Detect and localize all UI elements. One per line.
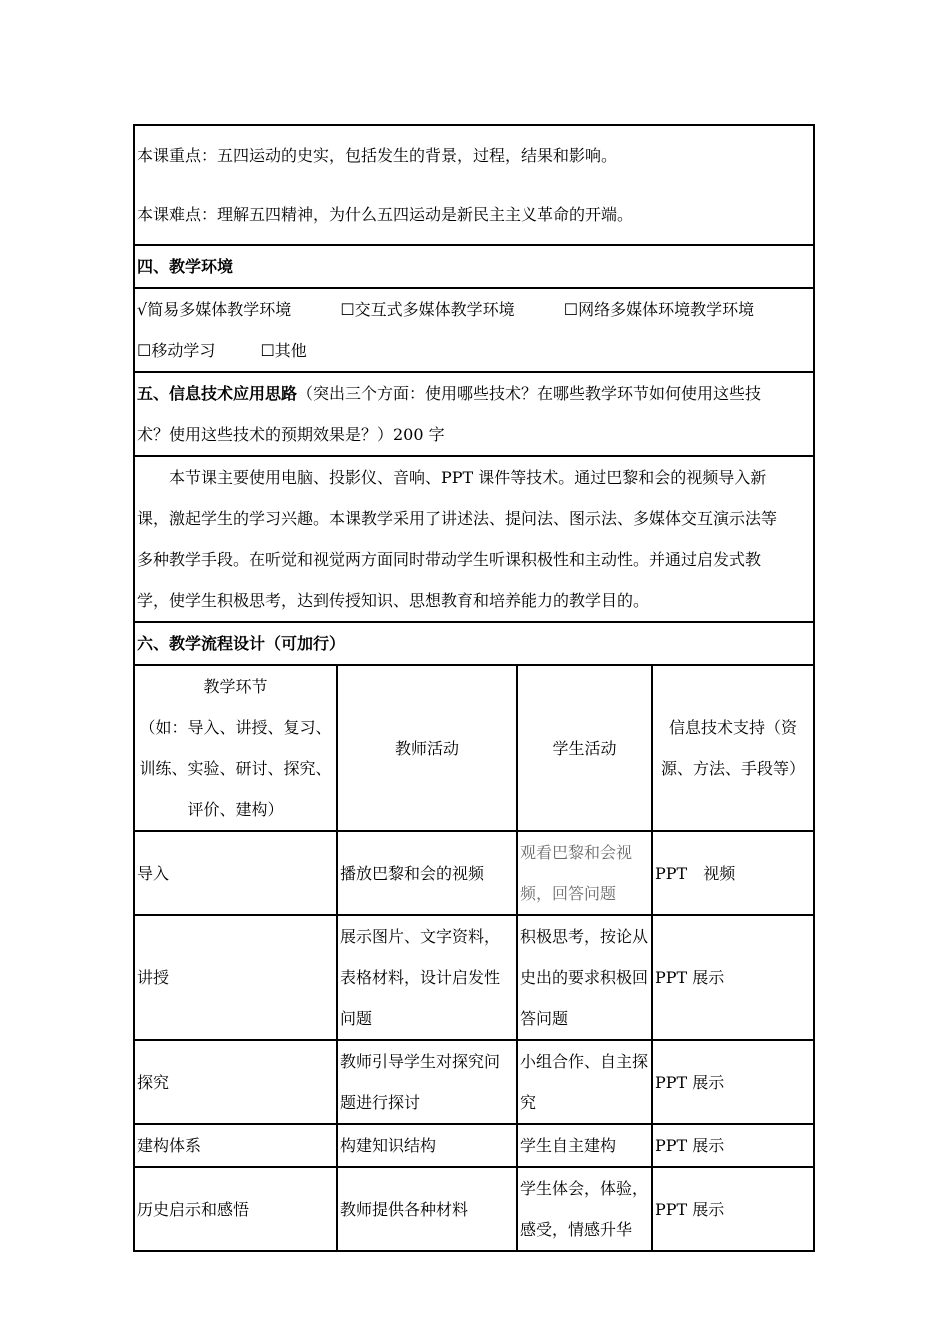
section6-heading: 六、教学流程设计（可加行） xyxy=(137,634,346,653)
stage-cell: 探究 xyxy=(134,1040,337,1124)
option-mobile-learning[interactable]: ☐移动学习 xyxy=(137,341,216,360)
checkbox-icon: ☐ xyxy=(137,341,152,360)
table-row xyxy=(134,831,814,915)
teacher-cell: 教师提供各种材料 xyxy=(337,1167,517,1251)
table-row xyxy=(134,915,814,1040)
checkbox-icon: ☐ xyxy=(563,300,579,319)
stage-cell: 导入 xyxy=(134,831,337,915)
tech-cell: PPT 展示 xyxy=(652,915,814,1040)
section5-body-line: 学，使学生积极思考，达到传授知识、思想教育和培养能力的教学目的。 xyxy=(137,591,650,610)
teacher-cell: 展示图片、文字资料， 表格材料，设计启发性 问题 xyxy=(337,915,517,1040)
section4-heading: 四、教学环境 xyxy=(137,257,234,276)
environment-options-line1 xyxy=(137,289,811,330)
section4-heading-row xyxy=(134,245,814,288)
tech-cell: PPT 视频 xyxy=(652,831,814,915)
section5-heading: 五、信息技术应用思路 xyxy=(137,384,298,403)
key-point-text: 本课重点：五四运动的史实，包括发生的背景，过程，结果和影响。 xyxy=(137,146,618,165)
section6-heading-row xyxy=(134,622,814,665)
student-cell: 观看巴黎和会视 频，回答问题 xyxy=(517,831,652,915)
difficulty-text: 本课难点：理解五四精神，为什么五四运动是新民主主义革命的开端。 xyxy=(137,205,634,224)
section5-body-row xyxy=(134,456,814,622)
option-network-multimedia[interactable]: ☐网络多媒体环境教学环境 xyxy=(563,300,755,319)
section5-body-line: 课，激起学生的学习兴趣。本课教学采用了讲述法、提问法、图示法、多媒体交互演示法等 xyxy=(137,509,778,528)
table-row xyxy=(134,1040,814,1124)
tech-cell: PPT 展示 xyxy=(652,1167,814,1251)
environment-options-line2 xyxy=(137,330,811,371)
option-simple-multimedia[interactable]: √简易多媒体教学环境 xyxy=(137,300,292,319)
environment-options-row xyxy=(134,288,814,372)
table-row xyxy=(134,1124,814,1167)
student-cell: 小组合作、自主探 究 xyxy=(517,1040,652,1124)
checkbox-icon: ☐ xyxy=(340,300,355,319)
tech-cell: PPT 展示 xyxy=(652,1040,814,1124)
section5-heading-row xyxy=(134,372,814,456)
section5-note-line2: 术？使用这些技术的预期效果是？）200 字 xyxy=(137,425,445,444)
option-interactive-multimedia[interactable]: ☐交互式多媒体教学环境 xyxy=(340,300,515,319)
tech-cell: PPT 展示 xyxy=(652,1124,814,1167)
lesson-plan-document xyxy=(133,124,813,1252)
student-cell: 积极思考，按论从 史出的要求积极回 答问题 xyxy=(517,915,652,1040)
header-teacher-activity: 教师活动 xyxy=(337,665,517,831)
section5-body-line: 多种教学手段。在听觉和视觉两方面同时带动学生听课积极性和主动性。并通过启发式教 xyxy=(137,550,762,569)
header-stage: 教学环节 （如：导入、讲授、复习、 训练、实验、研讨、探究、 评价、建构） xyxy=(134,665,337,831)
stage-cell: 讲授 xyxy=(134,915,337,1040)
focus-row xyxy=(134,125,814,245)
checkmark-icon: √ xyxy=(137,300,148,319)
teacher-cell: 构建知识结构 xyxy=(337,1124,517,1167)
stage-cell: 历史启示和感悟 xyxy=(134,1167,337,1251)
flow-header-row xyxy=(134,665,814,831)
checkbox-icon: ☐ xyxy=(260,341,275,360)
teacher-cell: 播放巴黎和会的视频 xyxy=(337,831,517,915)
table-row xyxy=(134,1167,814,1251)
section5-note-line1: （突出三个方面：使用哪些技术？在哪些教学环节如何使用这些技 xyxy=(297,384,762,403)
option-other[interactable]: ☐其他 xyxy=(260,341,307,360)
student-cell: 学生体会，体验， 感受，情感升华 xyxy=(517,1167,652,1251)
teacher-cell: 教师引导学生对探究问 题进行探讨 xyxy=(337,1040,517,1124)
section5-body-line: 本节课主要使用电脑、投影仪、音响、PPT 课件等技术。通过巴黎和会的视频导入新 xyxy=(169,468,767,487)
student-cell: 学生自主建构 xyxy=(517,1124,652,1167)
header-student-activity: 学生活动 xyxy=(517,665,652,831)
stage-cell: 建构体系 xyxy=(134,1124,337,1167)
lesson-plan-table xyxy=(133,124,815,1252)
header-tech-support: 信息技术支持（资 源、方法、手段等） xyxy=(652,665,814,831)
